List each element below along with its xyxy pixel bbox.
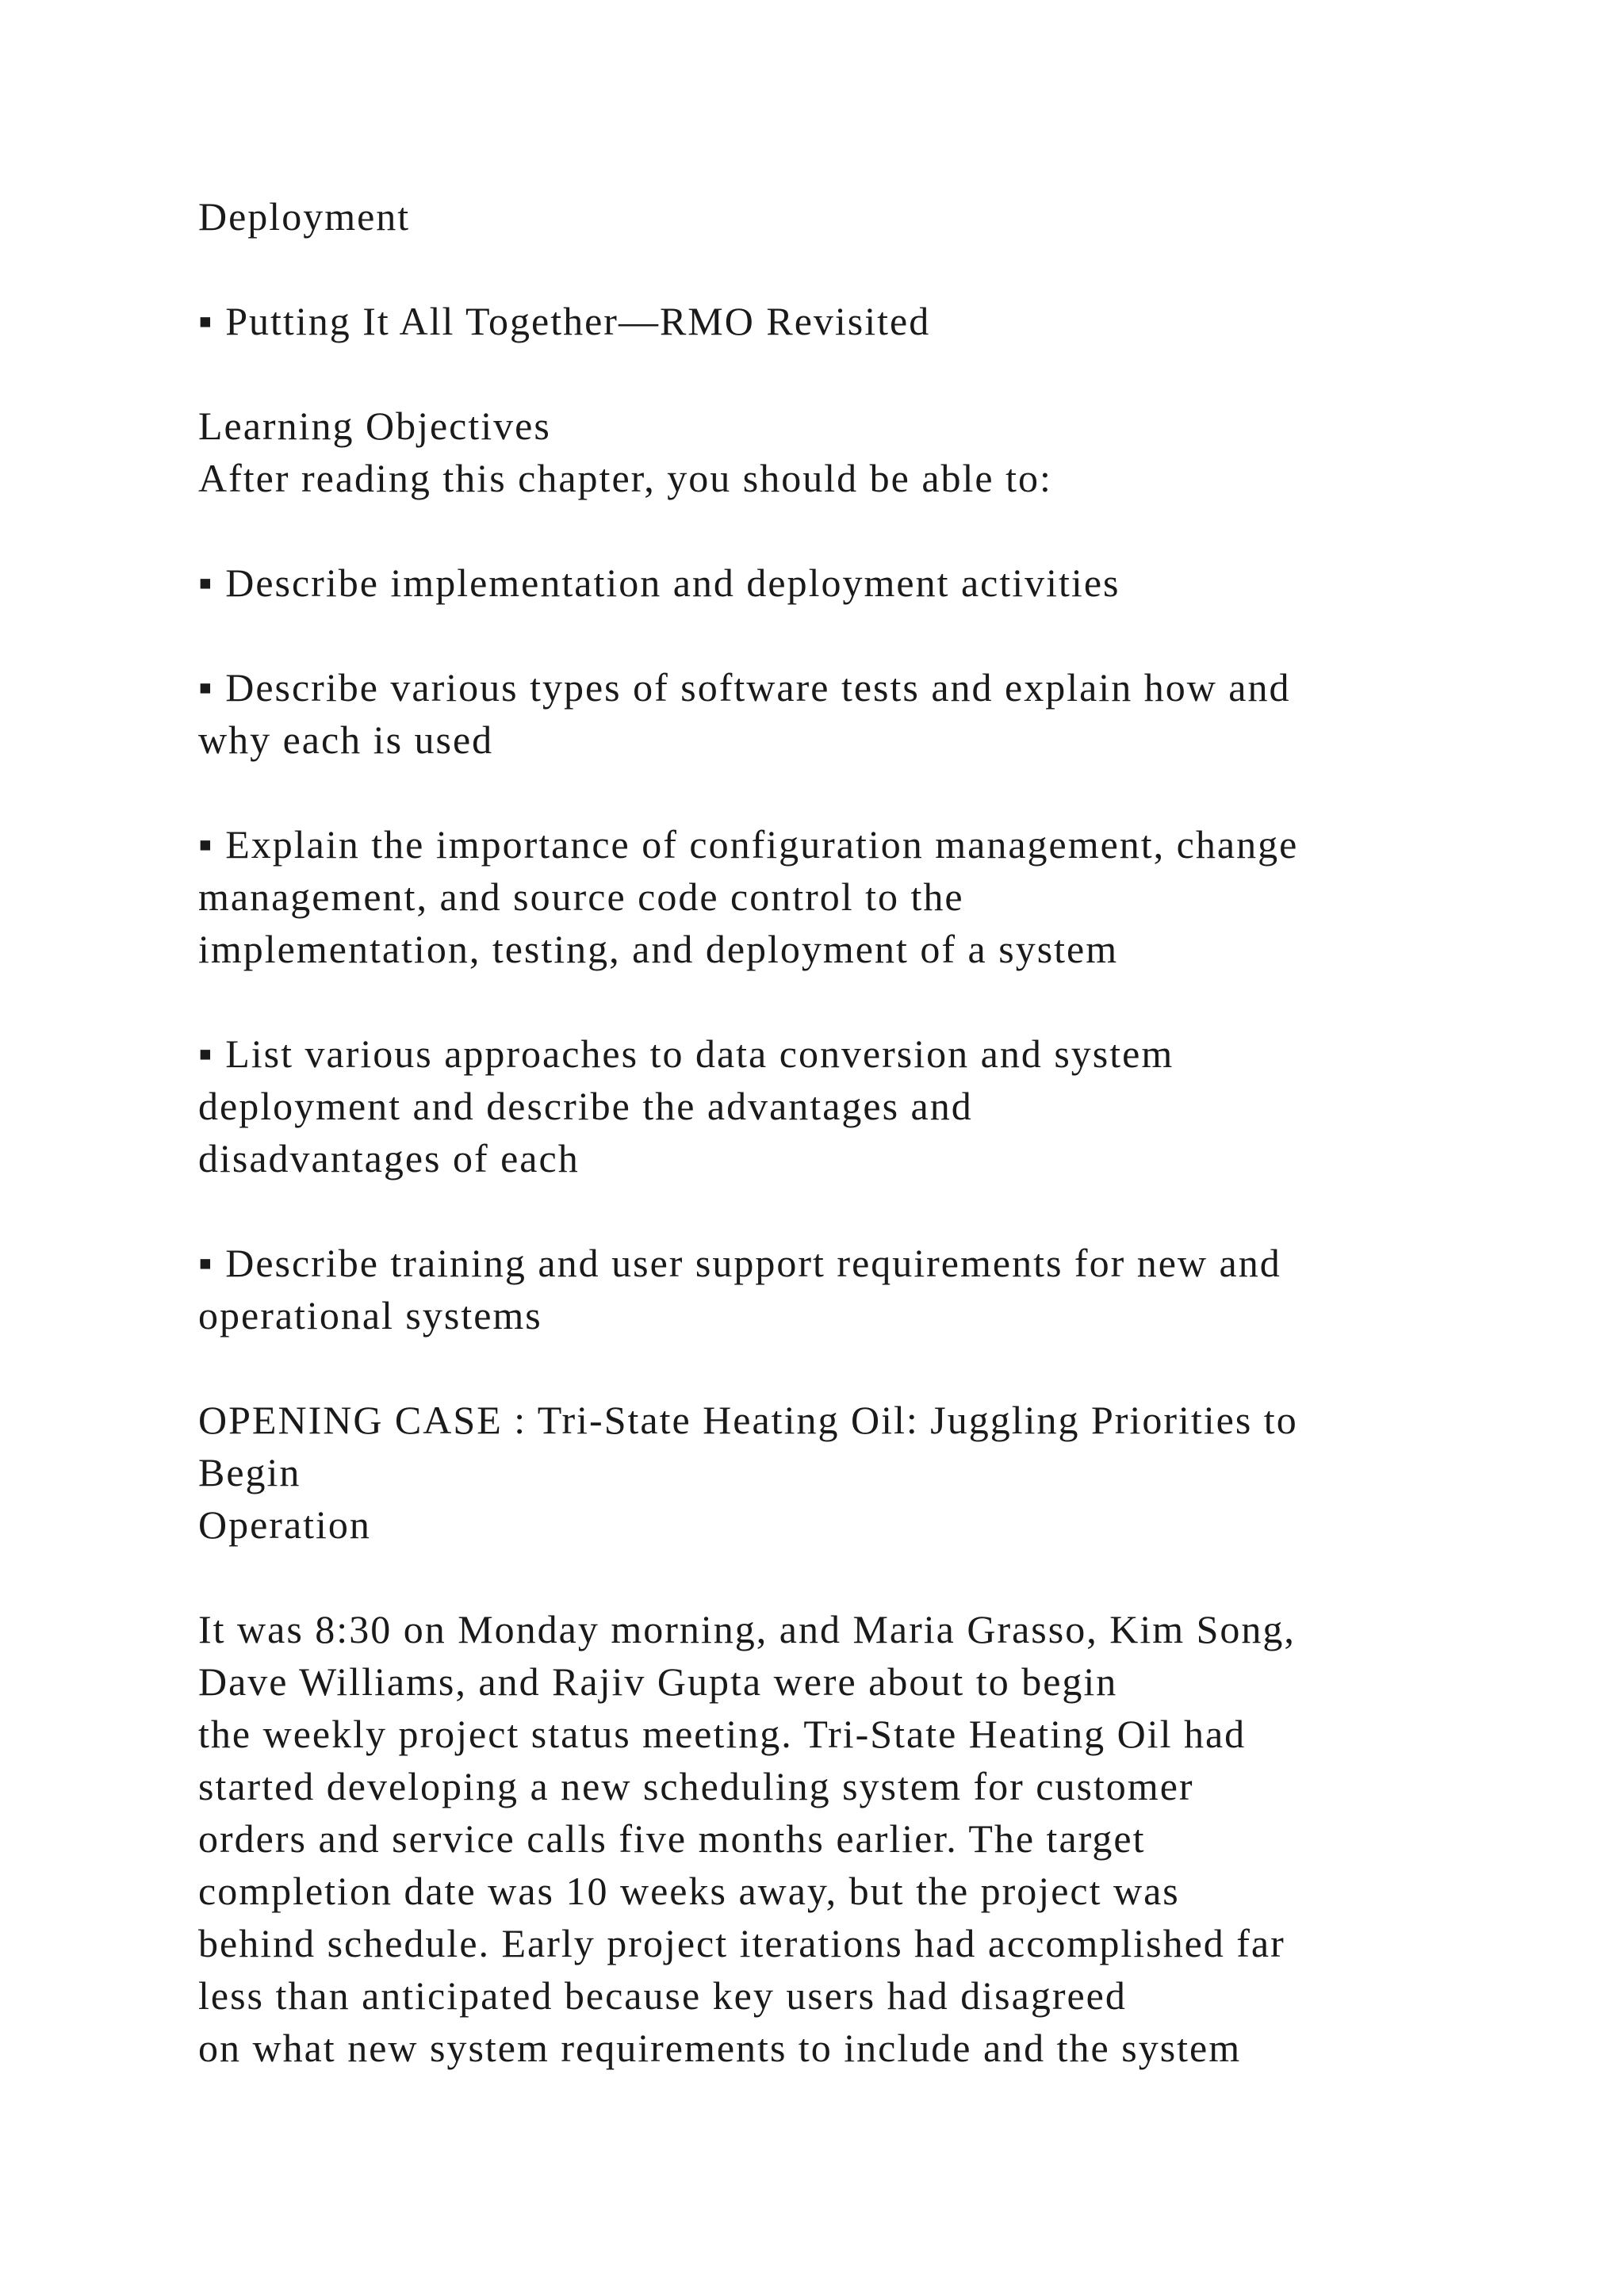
paragraph-gap: [198, 975, 1507, 1027]
case-body-line: less than anticipated because key users had disagreed: [198, 1973, 1127, 2018]
paragraph-gap: [198, 243, 1507, 295]
case-body-line: completion date was 10 weeks away, but the project was: [198, 1869, 1180, 1913]
heading-text: Deployment: [198, 194, 411, 239]
paragraph-gap: [198, 504, 1507, 557]
case-body-line: the weekly project status meeting. Tri-State Heating Oil had: [198, 1712, 1247, 1756]
objective-item: [198, 557, 1507, 609]
objective-line: ▪ Describe implementation and deployment activities: [198, 561, 1120, 605]
objective-line: management, and source code control to the: [198, 874, 964, 919]
paragraph-gap: [198, 1551, 1507, 1603]
case-body-line: started developing a new scheduling system for customer: [198, 1764, 1194, 1808]
objective-line: ▪ Describe various types of software tests and explain how and: [198, 665, 1291, 710]
case-body-line: orders and service calls five months earlier. The target: [198, 1816, 1146, 1861]
objective-line: ▪ Explain the importance of configuration management, change: [198, 822, 1299, 867]
section-item: [198, 295, 1507, 347]
case-title-line: Operation: [198, 1502, 371, 1547]
objectives-header: [198, 400, 1507, 504]
objective-line: implementation, testing, and deployment of a system: [198, 927, 1119, 971]
case-title: [198, 1394, 1507, 1551]
objective-line: disadvantages of each: [198, 1136, 580, 1181]
paragraph-gap: [198, 766, 1507, 818]
objective-item: [198, 1027, 1507, 1184]
case-title-line: Begin: [198, 1450, 301, 1494]
case-body-line: It was 8:30 on Monday morning, and Maria Grasso, Kim Song,: [198, 1607, 1296, 1651]
objectives-title: Learning Objectives: [198, 404, 551, 448]
objective-item: [198, 1237, 1507, 1341]
paragraph-gap: [198, 1184, 1507, 1237]
objective-item: [198, 818, 1507, 975]
objective-line: operational systems: [198, 1293, 542, 1337]
paragraph-gap: [198, 1341, 1507, 1394]
paragraph-gap: [198, 347, 1507, 400]
paragraph-gap: [198, 609, 1507, 661]
case-body-line: Dave Williams, and Rajiv Gupta were about to begin: [198, 1659, 1118, 1704]
objectives-intro: After reading this chapter, you should be able to:: [198, 456, 1052, 500]
objective-line: why each is used: [198, 718, 494, 762]
objective-line: ▪ List various approaches to data conversion and system: [198, 1031, 1174, 1076]
case-body-line: on what new system requirements to include and the system: [198, 2026, 1242, 2070]
case-body: [198, 1603, 1507, 2074]
objective-item: [198, 661, 1507, 766]
case-body-line: behind schedule. Early project iterations had accomplished far: [198, 1921, 1285, 1965]
objective-line: ▪ Describe training and user support requirements for new and: [198, 1241, 1281, 1285]
case-title-line: OPENING CASE : Tri-State Heating Oil: Juggling Priorities to: [198, 1398, 1298, 1442]
document-body: [198, 190, 1507, 2074]
section-item-text: ▪ Putting It All Together—RMO Revisited: [198, 299, 931, 343]
document-heading: [198, 190, 1507, 243]
objective-line: deployment and describe the advantages and: [198, 1084, 973, 1128]
